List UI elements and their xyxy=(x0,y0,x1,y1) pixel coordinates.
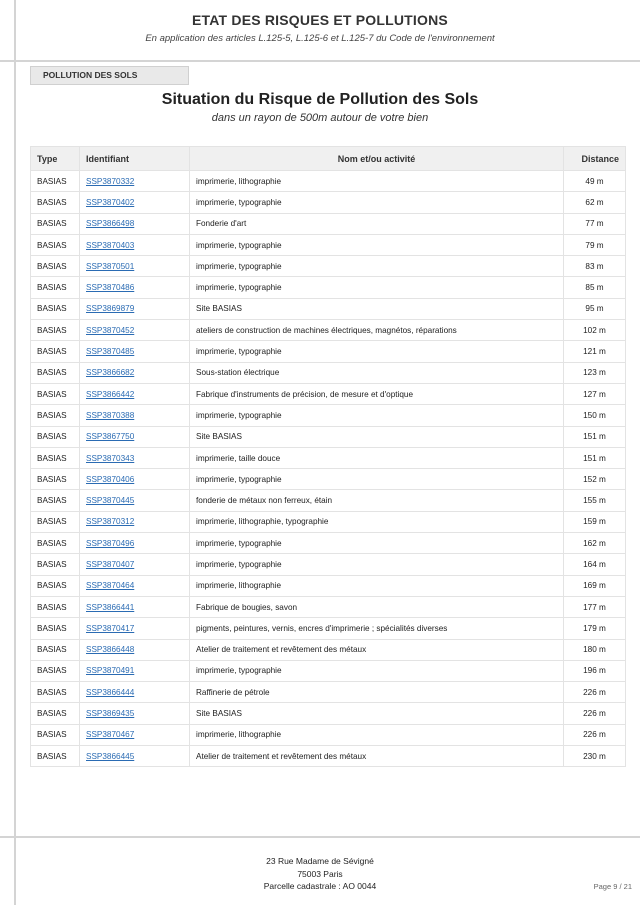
table-row xyxy=(31,362,626,383)
cell-distance: 169 m xyxy=(564,575,626,596)
cell-identifiant xyxy=(80,746,190,767)
cell-nom-activite: Site BASIAS xyxy=(190,426,564,447)
cell-type: BASIAS xyxy=(31,703,80,724)
cell-distance: 77 m xyxy=(564,213,626,234)
table-row xyxy=(31,511,626,532)
site-identifier-link[interactable]: SSP3870464 xyxy=(86,581,135,591)
cell-nom-activite: Fabrique d'instruments de précision, de mesure et d'optique xyxy=(190,383,564,404)
site-identifier-link[interactable]: SSP3870445 xyxy=(86,496,135,506)
cell-type: BASIAS xyxy=(31,192,80,213)
site-identifier-link[interactable]: SSP3870403 xyxy=(86,240,135,250)
cell-distance: 177 m xyxy=(564,596,626,617)
cell-type: BASIAS xyxy=(31,746,80,767)
cell-nom-activite: imprimerie, taille douce xyxy=(190,447,564,468)
table-row xyxy=(31,724,626,745)
cell-nom-activite: imprimerie, lithographie, typographie xyxy=(190,511,564,532)
cell-nom-activite: imprimerie, typographie xyxy=(190,469,564,490)
table-row xyxy=(31,405,626,426)
table-row xyxy=(31,341,626,362)
cell-distance: 162 m xyxy=(564,533,626,554)
cell-distance: 85 m xyxy=(564,277,626,298)
section-title: Situation du Risque de Pollution des Sols xyxy=(161,91,479,108)
table-row xyxy=(31,447,626,468)
table-header-row xyxy=(31,147,626,171)
cell-distance: 226 m xyxy=(564,724,626,745)
site-identifier-link[interactable]: SSP3866445 xyxy=(86,751,135,761)
cell-type: BASIAS xyxy=(31,171,80,192)
site-identifier-link[interactable]: SSP3866442 xyxy=(86,389,135,399)
cell-distance: 102 m xyxy=(564,320,626,341)
table-row xyxy=(31,256,626,277)
cell-identifiant xyxy=(80,362,190,383)
cell-identifiant xyxy=(80,703,190,724)
cell-distance: 151 m xyxy=(564,426,626,447)
cell-type: BASIAS xyxy=(31,660,80,681)
cell-nom-activite: Fabrique de bougies, savon xyxy=(190,596,564,617)
left-margin-rule xyxy=(14,0,16,905)
cell-nom-activite: Raffinerie de pétrole xyxy=(190,682,564,703)
table-row xyxy=(31,192,626,213)
document-header xyxy=(0,0,640,60)
site-identifier-link[interactable]: SSP3866498 xyxy=(86,219,135,229)
cell-distance: 127 m xyxy=(564,383,626,404)
cell-type: BASIAS xyxy=(31,618,80,639)
cell-type: BASIAS xyxy=(31,639,80,660)
footer-address-city: 75003 Paris xyxy=(297,868,343,879)
cell-distance: 83 m xyxy=(564,256,626,277)
cell-type: BASIAS xyxy=(31,383,80,404)
table-body xyxy=(31,171,626,767)
cell-identifiant xyxy=(80,426,190,447)
site-identifier-link[interactable]: SSP3870491 xyxy=(86,666,135,676)
cell-nom-activite: imprimerie, typographie xyxy=(190,405,564,426)
cell-nom-activite: pigments, peintures, vernis, encres d'imprimerie ; spécialités diverses xyxy=(190,618,564,639)
cell-identifiant xyxy=(80,341,190,362)
cell-identifiant xyxy=(80,554,190,575)
table-row xyxy=(31,618,626,639)
table-row xyxy=(31,554,626,575)
site-identifier-link[interactable]: SSP3870496 xyxy=(86,538,135,548)
cell-nom-activite: imprimerie, lithographie xyxy=(190,575,564,596)
site-identifier-link[interactable]: SSP3866444 xyxy=(86,687,135,697)
cell-distance: 121 m xyxy=(564,341,626,362)
cell-nom-activite: imprimerie, typographie xyxy=(190,234,564,255)
cell-distance: 49 m xyxy=(564,171,626,192)
cell-identifiant xyxy=(80,234,190,255)
site-identifier-link[interactable]: SSP3870486 xyxy=(86,283,135,293)
cell-type: BASIAS xyxy=(31,320,80,341)
site-identifier-link[interactable]: SSP3869435 xyxy=(86,709,135,719)
cell-identifiant xyxy=(80,277,190,298)
column-header-type: Type xyxy=(31,147,80,171)
cell-distance: 155 m xyxy=(564,490,626,511)
cell-nom-activite: imprimerie, lithographie xyxy=(190,171,564,192)
cell-type: BASIAS xyxy=(31,341,80,362)
table-row xyxy=(31,298,626,319)
cell-identifiant xyxy=(80,533,190,554)
cell-identifiant xyxy=(80,192,190,213)
table-row xyxy=(31,575,626,596)
footer-divider xyxy=(0,836,640,838)
cell-nom-activite: Sous-station électrique xyxy=(190,362,564,383)
cell-distance: 152 m xyxy=(564,469,626,490)
site-identifier-link[interactable]: SSP3867750 xyxy=(86,432,135,442)
header-divider xyxy=(0,60,640,62)
table-row xyxy=(31,469,626,490)
cell-type: BASIAS xyxy=(31,554,80,575)
cell-type: BASIAS xyxy=(31,575,80,596)
column-header-nom-activite: Nom et/ou activité xyxy=(190,147,564,171)
cell-nom-activite: fonderie de métaux non ferreux, étain xyxy=(190,490,564,511)
footer-parcel: Parcelle cadastrale : AO 0044 xyxy=(263,881,377,891)
cell-identifiant xyxy=(80,490,190,511)
site-identifier-link[interactable]: SSP3869879 xyxy=(86,304,135,314)
cell-identifiant xyxy=(80,724,190,745)
site-identifier-link[interactable]: SSP3870501 xyxy=(86,261,135,271)
cell-distance: 79 m xyxy=(564,234,626,255)
table-row xyxy=(31,533,626,554)
cell-distance: 180 m xyxy=(564,639,626,660)
cell-identifiant xyxy=(80,213,190,234)
cell-nom-activite: Fonderie d'art xyxy=(190,213,564,234)
column-header-identifiant: Identifiant xyxy=(80,147,190,171)
cell-distance: 226 m xyxy=(564,703,626,724)
cell-identifiant xyxy=(80,682,190,703)
cell-nom-activite: imprimerie, typographie xyxy=(190,277,564,298)
site-identifier-link[interactable]: SSP3870485 xyxy=(86,347,135,357)
cell-identifiant xyxy=(80,256,190,277)
table-row xyxy=(31,660,626,681)
cell-nom-activite: ateliers de construction de machines électriques, magnétos, réparations xyxy=(190,320,564,341)
column-header-distance: Distance xyxy=(564,147,626,171)
cell-type: BASIAS xyxy=(31,298,80,319)
site-identifier-link[interactable]: SSP3870452 xyxy=(86,325,135,335)
pollution-sites-table xyxy=(30,146,626,767)
cell-distance: 62 m xyxy=(564,192,626,213)
cell-distance: 196 m xyxy=(564,660,626,681)
table-row xyxy=(31,171,626,192)
cell-identifiant xyxy=(80,511,190,532)
cell-type: BASIAS xyxy=(31,511,80,532)
cell-distance: 226 m xyxy=(564,682,626,703)
cell-distance: 123 m xyxy=(564,362,626,383)
cell-distance: 95 m xyxy=(564,298,626,319)
cell-nom-activite: imprimerie, typographie xyxy=(190,660,564,681)
table-row xyxy=(31,426,626,447)
cell-nom-activite: imprimerie, lithographie xyxy=(190,724,564,745)
site-identifier-link[interactable]: SSP3870332 xyxy=(86,176,135,186)
cell-type: BASIAS xyxy=(31,469,80,490)
table-row xyxy=(31,703,626,724)
cell-type: BASIAS xyxy=(31,724,80,745)
section-tab-pollution: POLLUTION DES SOLS xyxy=(30,66,189,85)
cell-nom-activite: imprimerie, typographie xyxy=(190,192,564,213)
cell-identifiant xyxy=(80,447,190,468)
site-identifier-link[interactable]: SSP3870343 xyxy=(86,453,135,463)
document-title: ETAT DES RISQUES ET POLLUTIONS xyxy=(192,12,448,28)
cell-type: BASIAS xyxy=(31,682,80,703)
cell-nom-activite: Atelier de traitement et revêtement des métaux xyxy=(190,639,564,660)
cell-identifiant xyxy=(80,405,190,426)
cell-type: BASIAS xyxy=(31,533,80,554)
cell-type: BASIAS xyxy=(31,256,80,277)
table-row xyxy=(31,234,626,255)
cell-identifiant xyxy=(80,575,190,596)
cell-identifiant xyxy=(80,618,190,639)
site-identifier-link[interactable]: SSP3870407 xyxy=(86,559,135,569)
table-row xyxy=(31,490,626,511)
site-identifier-link[interactable]: SSP3870388 xyxy=(86,410,135,420)
cell-distance: 159 m xyxy=(564,511,626,532)
document-footer xyxy=(0,855,640,893)
cell-type: BASIAS xyxy=(31,447,80,468)
cell-nom-activite: imprimerie, typographie xyxy=(190,533,564,554)
cell-type: BASIAS xyxy=(31,426,80,447)
cell-nom-activite: Atelier de traitement et revêtement des métaux xyxy=(190,746,564,767)
cell-nom-activite: imprimerie, typographie xyxy=(190,256,564,277)
cell-distance: 230 m xyxy=(564,746,626,767)
section-subtitle: dans un rayon de 500m autour de votre bien xyxy=(211,112,429,124)
cell-distance: 179 m xyxy=(564,618,626,639)
site-identifier-link[interactable]: SSP3866448 xyxy=(86,645,135,655)
page-number: Page 9 / 21 xyxy=(593,882,632,891)
cell-type: BASIAS xyxy=(31,596,80,617)
cell-type: BASIAS xyxy=(31,362,80,383)
table-row xyxy=(31,596,626,617)
cell-type: BASIAS xyxy=(31,277,80,298)
cell-identifiant xyxy=(80,171,190,192)
site-identifier-link[interactable]: SSP3870417 xyxy=(86,623,135,633)
cell-type: BASIAS xyxy=(31,490,80,511)
cell-nom-activite: imprimerie, typographie xyxy=(190,554,564,575)
cell-distance: 150 m xyxy=(564,405,626,426)
cell-identifiant xyxy=(80,596,190,617)
cell-identifiant xyxy=(80,639,190,660)
site-identifier-link[interactable]: SSP3870467 xyxy=(86,730,135,740)
site-identifier-link[interactable]: SSP3870312 xyxy=(86,517,135,527)
table-row xyxy=(31,277,626,298)
cell-type: BASIAS xyxy=(31,405,80,426)
cell-identifiant xyxy=(80,383,190,404)
table-row xyxy=(31,746,626,767)
cell-distance: 164 m xyxy=(564,554,626,575)
table-row xyxy=(31,639,626,660)
site-identifier-link[interactable]: SSP3866682 xyxy=(86,368,135,378)
document-subtitle: En application des articles L.125-5, L.125-6 et L.125-7 du Code de l'environnement xyxy=(145,33,495,44)
cell-nom-activite: Site BASIAS xyxy=(190,298,564,319)
cell-identifiant xyxy=(80,298,190,319)
cell-nom-activite: imprimerie, typographie xyxy=(190,341,564,362)
table-row xyxy=(31,383,626,404)
cell-identifiant xyxy=(80,660,190,681)
site-identifier-link[interactable]: SSP3870406 xyxy=(86,474,135,484)
table-row xyxy=(31,320,626,341)
cell-identifiant xyxy=(80,469,190,490)
cell-distance: 151 m xyxy=(564,447,626,468)
site-identifier-link[interactable]: SSP3870402 xyxy=(86,197,135,207)
footer-address-street: 23 Rue Madame de Sévigné xyxy=(266,856,374,866)
cell-identifiant xyxy=(80,320,190,341)
cell-nom-activite: Site BASIAS xyxy=(190,703,564,724)
table-row xyxy=(31,682,626,703)
site-identifier-link[interactable]: SSP3866441 xyxy=(86,602,135,612)
table-row xyxy=(31,213,626,234)
cell-type: BASIAS xyxy=(31,213,80,234)
cell-type: BASIAS xyxy=(31,234,80,255)
